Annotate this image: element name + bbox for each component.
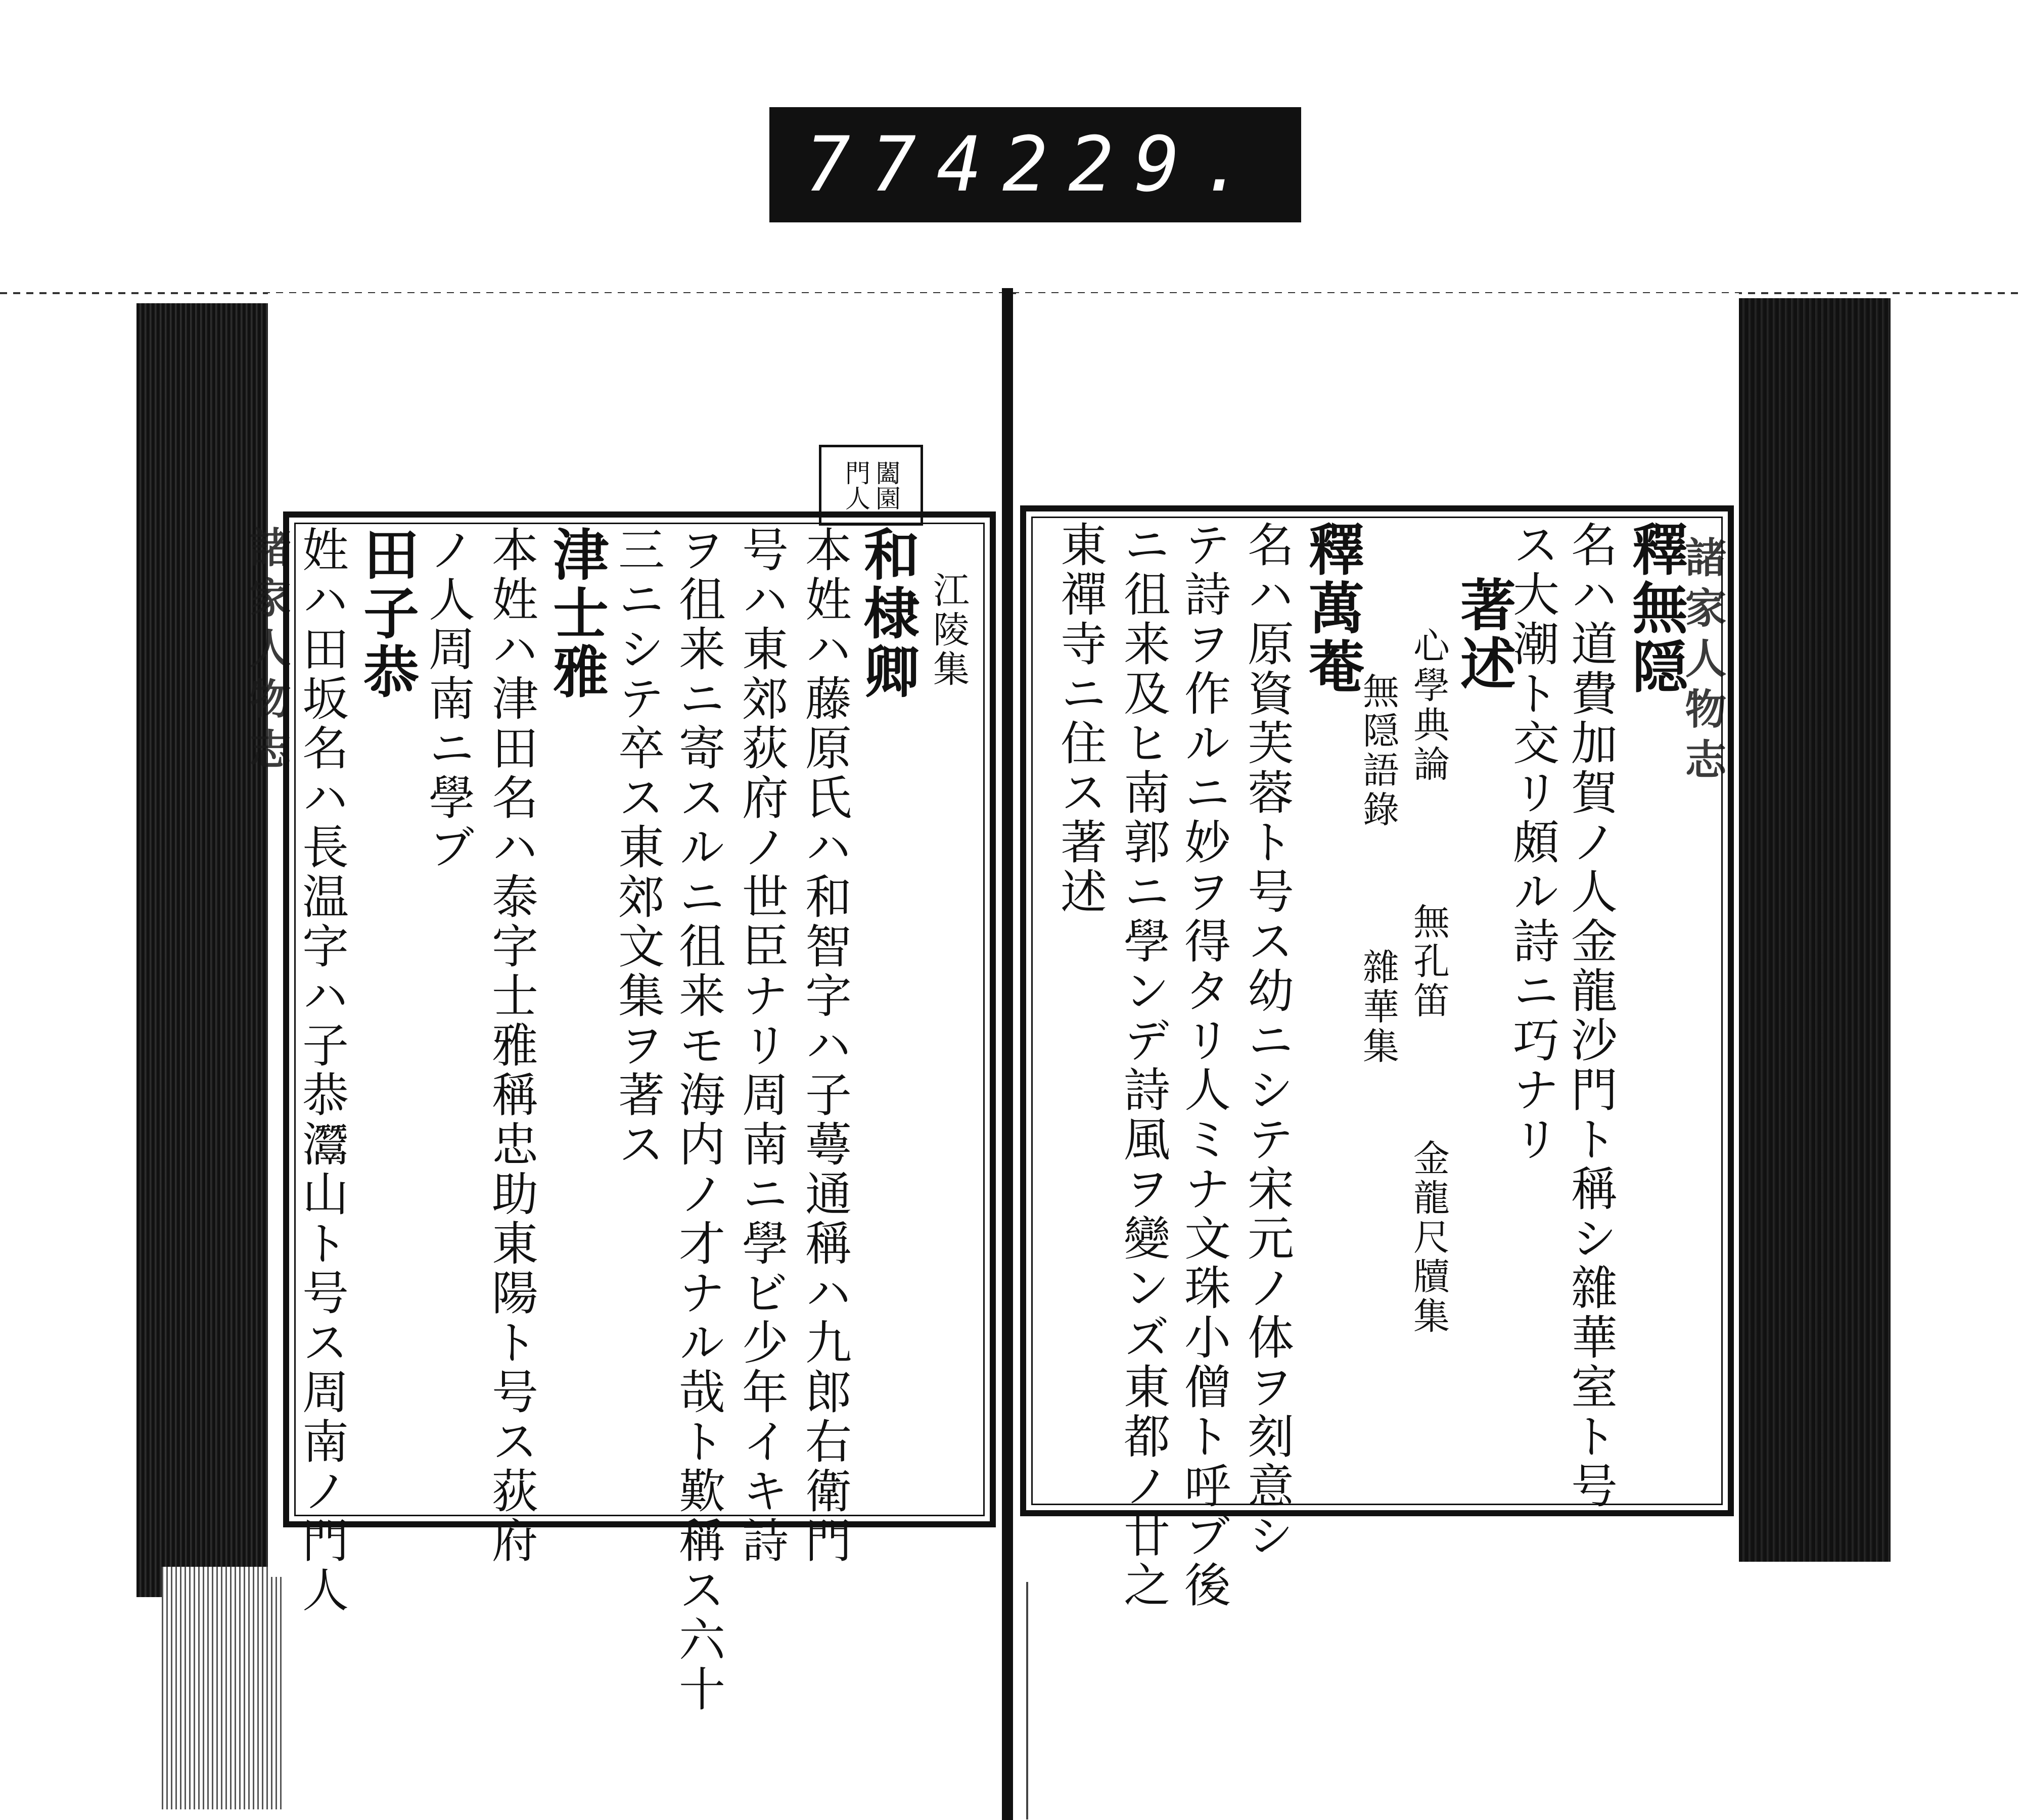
- left-col-2: 和棣卿: [855, 526, 920, 702]
- right-col-9: テ詩ヲ作ルニ妙ヲ得タリ人ミナ文珠小僧ト呼ブ後: [1177, 521, 1231, 1610]
- catalog-number-right: 229.: [1002, 121, 1266, 209]
- stamp-line-1: 闔園: [871, 460, 901, 510]
- book-gutter-line: [1026, 1582, 1028, 1819]
- left-col-5: ヲ徂来ニ寄スルニ徂来モ海内ノ才ナル哉ト歎稱ス六十: [671, 526, 725, 1714]
- right-col-10: ニ徂来及ヒ南郭ニ學ンデ詩風ヲ變ンズ東都ノ廿之: [1116, 521, 1170, 1610]
- left-col-6: 三ニシテ卒ス東郊文集ヲ著ス: [611, 526, 665, 1170]
- left-running-header: 諸家人物志: [243, 526, 291, 778]
- book-edge-left-fade: [162, 1567, 283, 1809]
- left-col-7: 津士雅: [544, 526, 609, 702]
- right-col-8: 名ハ原資芙蓉ト号ス幼ニシテ宋元ノ体ヲ刻意シ: [1240, 521, 1294, 1561]
- right-col-3: ス大潮ト交リ頗ル詩ニ巧ナリ: [1505, 521, 1559, 1164]
- left-col-4: 号ハ東郊荻府ノ世臣ナリ周南ニ學ビ少年イキ詩: [734, 526, 789, 1566]
- left-col-8: 本姓ハ津田名ハ泰字士雅稱忠助東陽ト号ス荻府: [484, 526, 538, 1566]
- right-col-6: 無隠語錄 雜華集: [1357, 672, 1399, 1066]
- book-edge-left: [136, 303, 283, 1597]
- right-col-11: 東禪寺ニ住ス著述: [1053, 521, 1107, 917]
- book-edge-right: [1739, 298, 1891, 1562]
- right-col-2: 名ハ道費加賀ノ人金龍沙門ト稱シ雜華室ト号: [1564, 521, 1618, 1511]
- left-col-11: 姓ハ田坂名ハ長温字ハ子恭灊山ト号ス周南ノ門人: [295, 526, 349, 1615]
- left-col-10: 田子恭: [354, 526, 420, 702]
- right-running-header: 諸家人物志: [1678, 536, 1727, 788]
- right-col-1: 釋無隠: [1623, 521, 1688, 696]
- right-col-4: 著述: [1451, 576, 1516, 693]
- catalog-label: [769, 107, 1301, 222]
- right-col-5: 心學典論 無孔笛 金龍尺牘集: [1407, 627, 1450, 1336]
- right-col-7: 釋萬菴: [1300, 521, 1365, 696]
- left-col-1: 江陵集: [927, 571, 970, 689]
- book-gutter: [1002, 288, 1013, 1820]
- left-col-9: ノ人周南ニ學ブ: [421, 526, 475, 872]
- catalog-number-left: 774: [805, 121, 1002, 209]
- left-col-3: 本姓ハ藤原氏ハ和智字ハ子蕚通稱ハ九郎右衛門: [798, 526, 852, 1566]
- stamp-line-2: 門人: [841, 460, 870, 510]
